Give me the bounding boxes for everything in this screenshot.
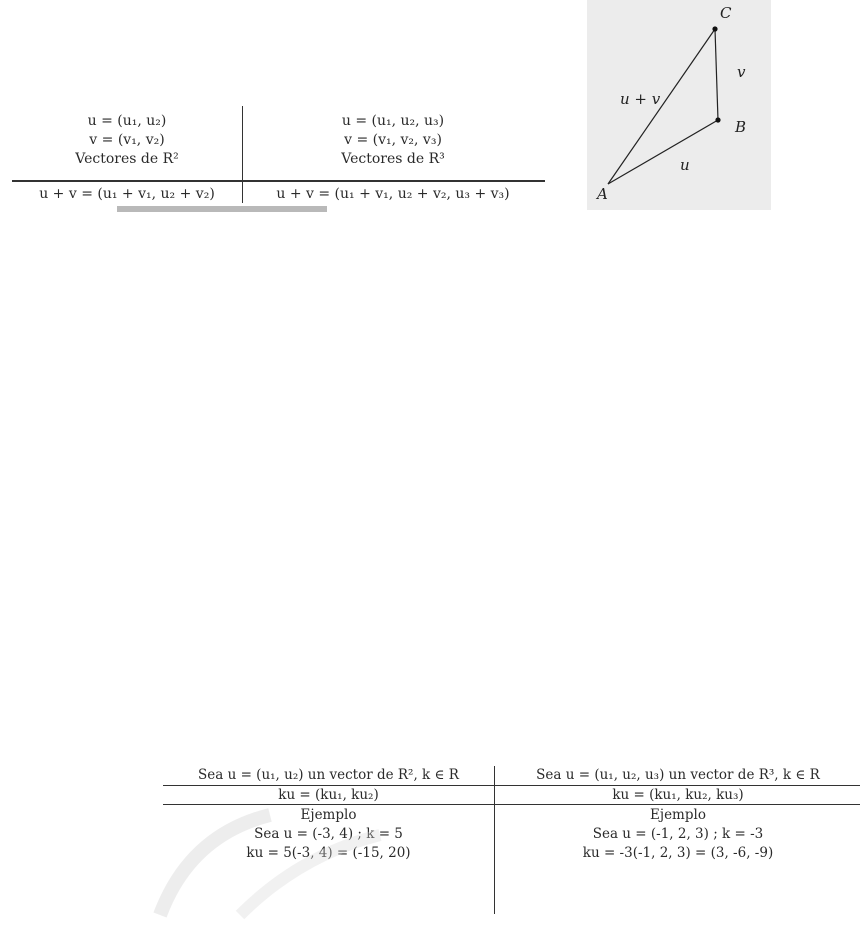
r2-header: Sea u = (u₁, u₂) un vector de R², k ∈ R bbox=[198, 767, 459, 783]
r3-example-title: Ejemplo bbox=[650, 807, 706, 823]
point-c-marker bbox=[712, 26, 717, 31]
r2-column bbox=[12, 112, 242, 169]
r3-header: Sea u = (u₁, u₂, u₃) un vector de R³, k ∈ R bbox=[536, 767, 820, 783]
r2-example-result: ku = 5(-3, 4) = (-15, 20) bbox=[246, 845, 411, 861]
r2-v-definition: v = (v₁, v₂) bbox=[89, 132, 165, 148]
r3-v-definition: v = (v₁, v₂, v₃) bbox=[344, 132, 442, 148]
r3-example-given: Sea u = (-1, 2, 3) ; k = -3 bbox=[592, 826, 764, 842]
r2-formula: ku = (ku₁, ku₂) bbox=[278, 787, 379, 803]
formula-underline bbox=[163, 804, 860, 805]
r3-example-result: ku = -3(-1, 2, 3) = (3, -6, -9) bbox=[582, 845, 774, 861]
row-divider bbox=[12, 180, 545, 182]
scalar-multiplication-table bbox=[163, 766, 860, 914]
u-vector-line bbox=[608, 120, 718, 184]
r2-u-definition: u = (u₁, u₂) bbox=[87, 113, 167, 129]
r3-u-definition: u = (u₁, u₂, u₃) bbox=[341, 113, 445, 129]
column-divider bbox=[494, 766, 495, 914]
r2-sum-formula: u + v = (u₁ + v₁, u₂ + v₂) bbox=[39, 186, 215, 202]
point-b-marker bbox=[715, 117, 720, 122]
r2-example-given: Sea u = (-3, 4) ; k = 5 bbox=[254, 826, 403, 842]
r2-example-title: Ejemplo bbox=[300, 807, 357, 823]
triangle-diagram bbox=[587, 0, 771, 210]
v-vector-line bbox=[715, 29, 718, 120]
r3-sum-formula: u + v = (u₁ + v₁, u₂ + v₂, u₃ + v₃) bbox=[276, 186, 510, 202]
vector-triangle-figure bbox=[587, 0, 771, 210]
label-point-a: A bbox=[597, 185, 608, 203]
r3-column bbox=[243, 112, 543, 169]
label-u: u bbox=[680, 156, 690, 174]
label-u-plus-v: u + v bbox=[620, 90, 661, 108]
highlight-bar bbox=[117, 206, 327, 212]
label-point-c: C bbox=[720, 4, 732, 22]
r3-caption: Vectores de R³ bbox=[341, 151, 445, 167]
label-v: v bbox=[737, 63, 746, 81]
r3-formula: ku = (ku₁, ku₂, ku₃) bbox=[612, 787, 744, 803]
r2-caption: Vectores de R² bbox=[75, 151, 179, 167]
label-point-b: B bbox=[735, 118, 747, 136]
